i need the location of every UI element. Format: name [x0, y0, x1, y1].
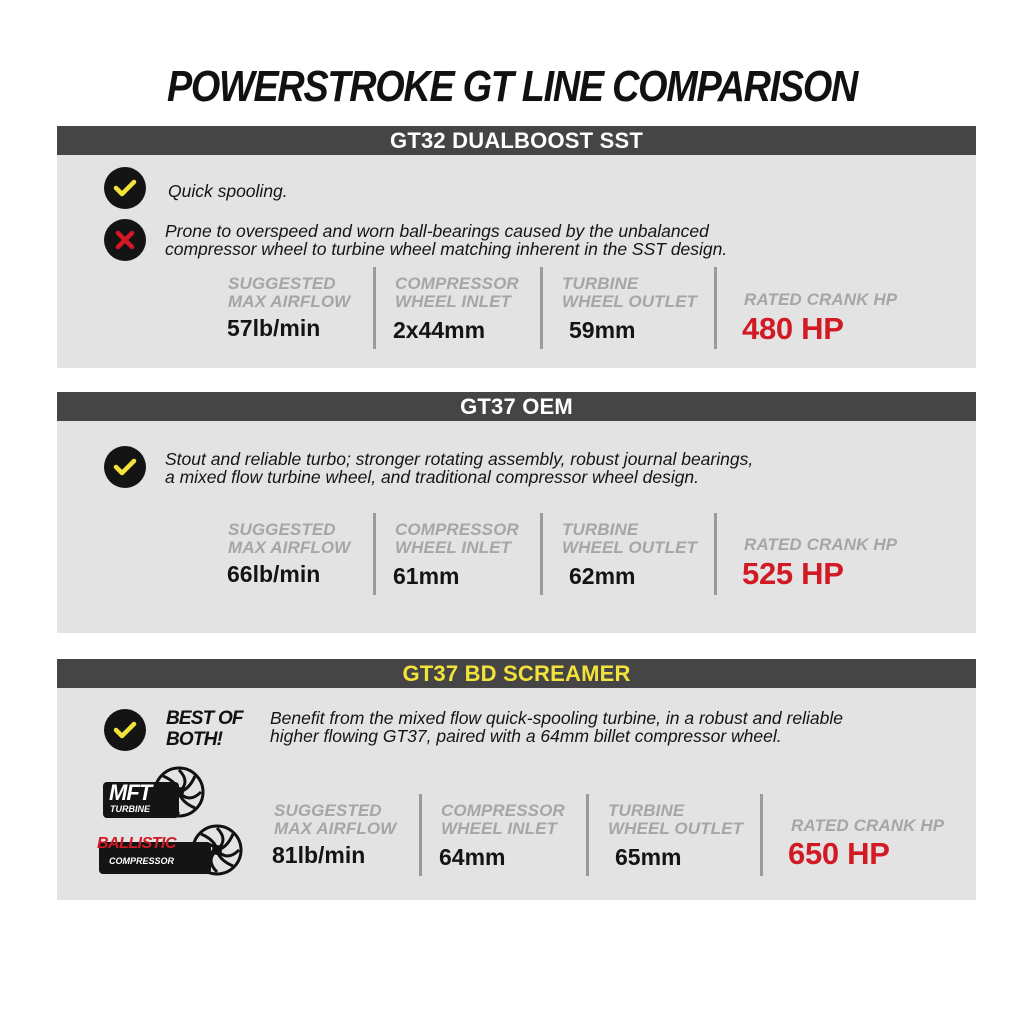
section-header: GT32 DUALBOOST SST — [57, 126, 976, 155]
turbine-label: TURBINE WHEEL OUTLET — [562, 274, 697, 311]
divider — [373, 513, 376, 595]
cross-icon — [104, 219, 146, 261]
page-title: POWERSTROKE GT LINE COMPARISON — [166, 62, 858, 111]
crank-hp-label: RATED CRANK HP — [744, 535, 898, 554]
compressor-value: 64mm — [439, 844, 506, 870]
divider — [714, 267, 717, 349]
divider — [540, 513, 543, 595]
compressor-value: 61mm — [393, 563, 460, 589]
crank-hp-value: 525 HP — [742, 556, 844, 591]
check-icon — [104, 167, 146, 209]
divider — [419, 794, 422, 876]
divider — [373, 267, 376, 349]
divider — [540, 267, 543, 349]
pro-text: Stout and reliable turbo; stronger rotating assembly, robust journal bearings, a mixed flow turbine wheel, and traditional compressor wheel design. — [165, 449, 754, 487]
divider — [586, 794, 589, 876]
airflow-value: 66lb/min — [227, 561, 321, 587]
airflow-label: SUGGESTED MAX AIRFLOW — [228, 274, 351, 311]
turbine-value: 59mm — [569, 317, 636, 343]
compressor-label: COMPRESSOR WHEEL INLET — [395, 520, 519, 557]
airflow-value: 81lb/min — [272, 842, 366, 868]
crank-hp-label: RATED CRANK HP — [744, 290, 898, 309]
section-header: GT37 OEM — [57, 392, 976, 421]
turbine-value: 65mm — [615, 844, 682, 870]
section-panel — [57, 688, 976, 900]
section-header: GT37 BD SCREAMER — [57, 659, 976, 688]
check-icon — [104, 446, 146, 488]
airflow-value: 57lb/min — [227, 315, 321, 341]
divider — [760, 794, 763, 876]
mft-turbine-logo: MFT TURBINE — [103, 770, 213, 822]
con-text: Prone to overspeed and worn ball-bearings caused by the unbalanced compressor wheel to turbine wheel matching inherent in the SST design. — [165, 221, 728, 259]
section-panel — [57, 421, 976, 633]
crank-hp-value: 650 HP — [788, 836, 890, 871]
airflow-label: SUGGESTED MAX AIRFLOW — [274, 801, 397, 838]
airflow-label: SUGGESTED MAX AIRFLOW — [228, 520, 351, 557]
best-of-both-badge: BEST OF BOTH! — [166, 708, 243, 750]
compressor-label: COMPRESSOR WHEEL INLET — [441, 801, 565, 838]
compressor-value: 2x44mm — [393, 317, 486, 343]
compressor-label: COMPRESSOR WHEEL INLET — [395, 274, 519, 311]
turbine-value: 62mm — [569, 563, 636, 589]
section-gt32 — [57, 126, 976, 368]
section-panel — [57, 155, 976, 368]
section-gt37-bd-screamer — [57, 659, 976, 900]
turbine-label: TURBINE WHEEL OUTLET — [608, 801, 743, 838]
turbine-label: TURBINE WHEEL OUTLET — [562, 520, 697, 557]
pro-text: Quick spooling. — [168, 181, 288, 201]
section-gt37-oem — [57, 392, 976, 633]
pro-text: Benefit from the mixed flow quick-spooling turbine, in a robust and reliable higher flowing GT37, paired with a 64mm billet compressor wheel. — [270, 708, 843, 746]
check-icon — [104, 709, 146, 751]
crank-hp-value: 480 HP — [742, 311, 844, 346]
ballistic-compressor-logo: BALLISTIC COMPRESSOR — [99, 824, 249, 880]
crank-hp-label: RATED CRANK HP — [791, 816, 945, 835]
divider — [714, 513, 717, 595]
